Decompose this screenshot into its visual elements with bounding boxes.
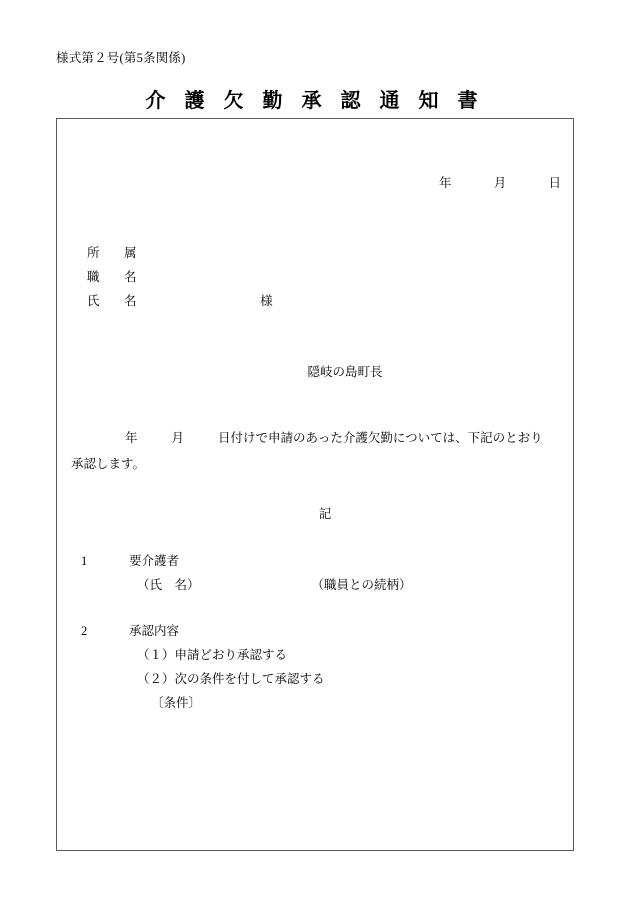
recipient-name-label: 氏 名 [87, 294, 143, 308]
recipient-name-row [87, 289, 273, 313]
item-1-name-field-label: （氏 名） [137, 578, 200, 592]
item-1-relation-field-label: （職員との続柄） [311, 578, 412, 592]
body-month-label: 月 [171, 431, 185, 445]
body-text-continued: 承認します。 [71, 457, 146, 471]
recipient-block [87, 241, 273, 313]
form-number: 様式第２号(第5条関係) [56, 51, 186, 65]
item-2-title: 承認内容 [129, 624, 180, 638]
recipient-honorific: 様 [260, 294, 273, 308]
recipient-affiliation-row [87, 241, 273, 265]
item-1 [81, 549, 412, 597]
date-year-label: 年 [438, 176, 452, 190]
recipient-position-row [87, 265, 273, 289]
item-2-number: 2 [81, 624, 88, 638]
item-1-title: 要介護者 [129, 554, 180, 568]
page-title: 介 護 欠 勤 承 認 通 知 書 [145, 90, 485, 112]
item-2-condition-label: 〔条件〕 [151, 696, 202, 710]
date-line [439, 173, 561, 191]
item-1-number: 1 [81, 554, 88, 568]
body-year-label: 年 [125, 431, 138, 445]
recipient-affiliation-label: 所 属 [87, 246, 143, 260]
item-2-option-1: （１）申請どおり承認する [137, 648, 288, 662]
date-month-label: 月 [493, 176, 507, 190]
frame-inner [57, 119, 573, 850]
item-1-subrow [137, 573, 412, 597]
item-1-heading [81, 549, 412, 573]
ki-mark: 記 [318, 507, 332, 521]
body-paragraph [71, 425, 563, 477]
date-day-label: 日 [548, 176, 561, 190]
item-2-option-2: （２）次の条件を付して承認する [137, 672, 325, 686]
body-text: 日付けで申請のあった介護欠勤については、下記のとおり [218, 431, 543, 445]
item-2 [81, 619, 325, 715]
document-frame [56, 118, 574, 851]
recipient-position-label: 職 名 [87, 270, 143, 284]
item-2-heading [81, 619, 325, 643]
issuer-name: 隠岐の島町長 [307, 365, 383, 379]
